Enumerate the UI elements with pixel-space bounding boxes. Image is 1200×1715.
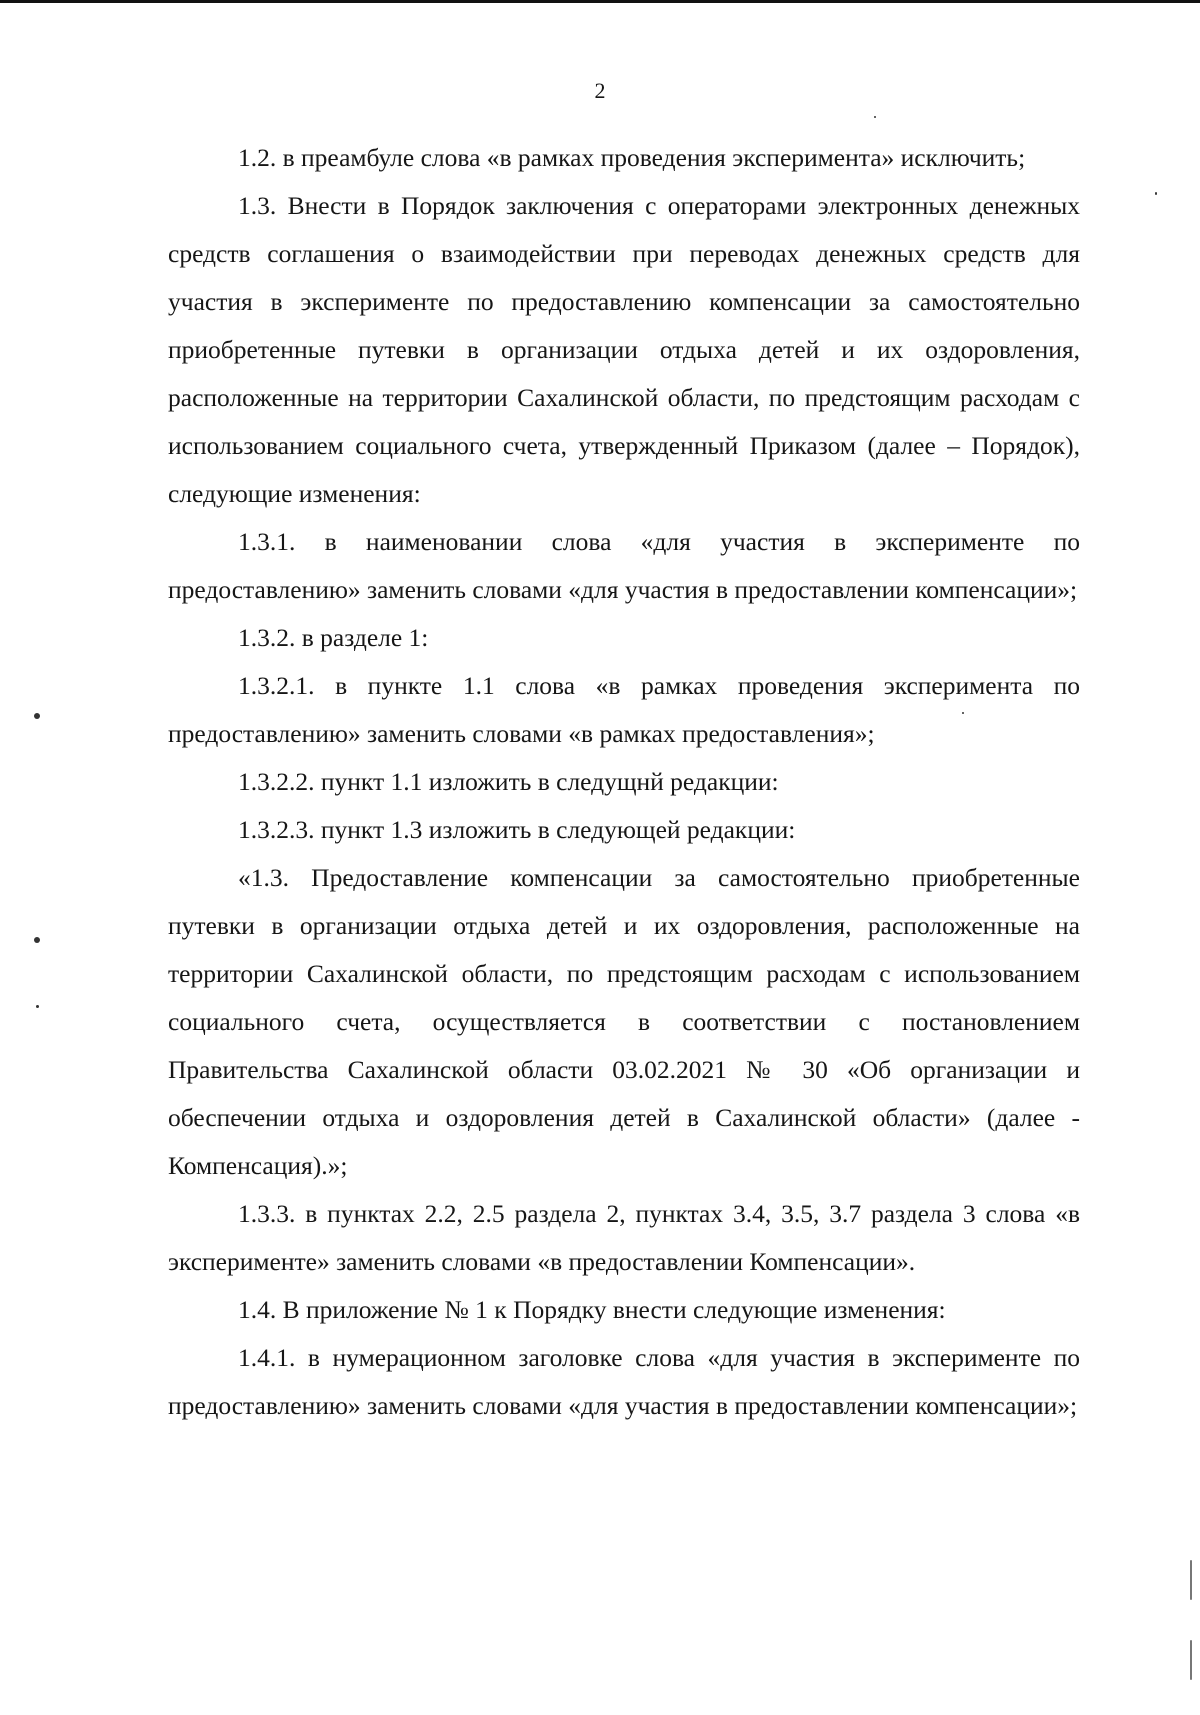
document-body	[168, 134, 1080, 1430]
paragraph-1-4: 1.4. В приложение № 1 к Порядку внести следующие изменения:	[238, 1295, 946, 1324]
scan-top-edge-line	[0, 0, 1200, 3]
page-number: 2	[594, 78, 606, 103]
paragraph-1-3-2-3: 1.3.2.3. пункт 1.3 изложить в следующей редакции:	[238, 815, 796, 844]
scan-speck	[36, 1005, 39, 1008]
scan-speck	[874, 116, 876, 118]
paragraph-1-3-2-2: 1.3.2.2. пункт 1.1 изложить в следущнй редакции:	[238, 767, 779, 796]
scan-speck	[34, 713, 40, 719]
scan-speck	[34, 937, 40, 943]
paragraph-quoted-1-3: «1.3. Предоставление компенсации за самостоятельно приобретенные путевки в организации отдыха детей и их оздоровления, расположенные на территории Сахалинской области, по предстоящим расходам с использованием социального счета, осуществляется в соответствии с постановлением Правительства Сахалинской области 03.02.2021 № 30 «Об организации и обеспечении отдыха и оздоровления детей в Сахалинской области» (далее - Компенсация).»;	[168, 863, 1080, 1180]
paragraph-1-3-1: 1.3.1. в наименовании слова «для участия в эксперименте по предоставлению» заменить словами «для участия в предоставлении компенсации»;	[168, 527, 1080, 604]
paragraph-1-4-1: 1.4.1. в нумерационном заголовке слова «для участия в эксперименте по предоставлению» заменить словами «для участия в предоставлении компенсации»;	[168, 1343, 1080, 1420]
paragraph-1-3-2: 1.3.2. в разделе 1:	[238, 623, 429, 652]
scan-speck	[1190, 1640, 1192, 1680]
scan-speck	[962, 712, 964, 714]
paragraph-1-2: 1.2. в преамбуле слова «в рамках проведения эксперимента» исключить;	[238, 143, 1026, 172]
paragraph-1-3-2-1: 1.3.2.1. в пункте 1.1 слова «в рамках проведения эксперимента по предоставлению» заменить словами «в рамках предоставления»;	[168, 671, 1080, 748]
scan-speck	[1155, 192, 1157, 195]
scan-speck	[1190, 1560, 1192, 1600]
paragraph-1-3: 1.3. Внести в Порядок заключения с операторами электронных денежных средств соглашения о взаимодействии при переводах денежных средств для участия в эксперименте по предоставлению компенсации за самостоятельно приобретенные путевки в организации отдыха детей и их оздоровления, расположенные на территории Сахалинской области, по предстоящим расходам с использованием социального счета, утвержденный Приказом (далее – Порядок), следующие изменения:	[168, 191, 1080, 508]
paragraph-1-3-3: 1.3.3. в пунктах 2.2, 2.5 раздела 2, пунктах 3.4, 3.5, 3.7 раздела 3 слова «в эксперименте» заменить словами «в предоставлении Компенсации».	[168, 1199, 1080, 1276]
